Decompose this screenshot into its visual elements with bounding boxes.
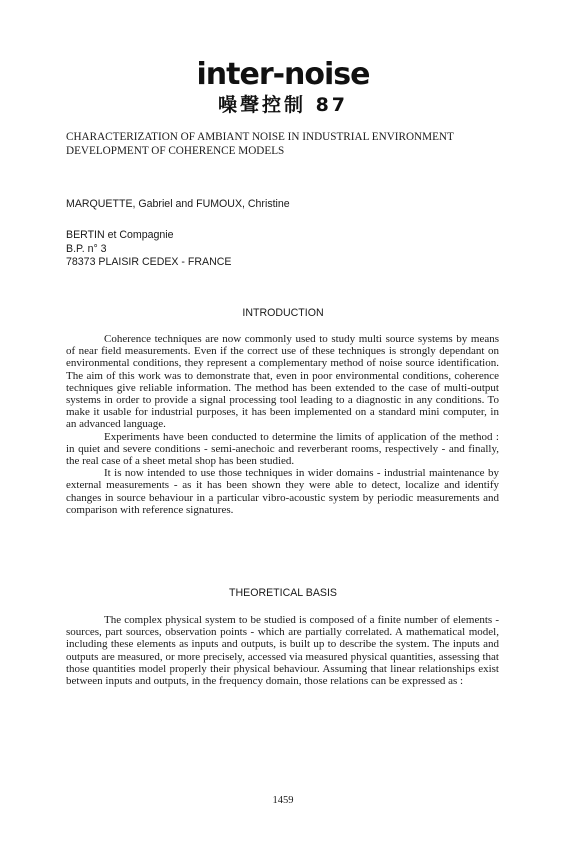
- conference-logo: [0, 57, 566, 116]
- paragraph: The complex physical system to be studied is composed of a finite number of elements - sources, part sources, observation points - which are partially correlated. A mathematical model, including these elements as inputs and outputs, is built up to describe the system. The inputs and outputs are measured, or more precisely, accessed via measured physical quantities, assessing that those quantities model properly their physical behaviour. Assuming that linear relationships exist between inputs and outputs, in the frequency domain, those relations can be expressed as :: [66, 614, 499, 688]
- section-heading-introduction: INTRODUCTION: [242, 307, 324, 319]
- logo-wordmark: inter-noise: [196, 57, 370, 92]
- paragraph: Coherence techniques are now commonly used to study multi source systems by means of near field measurements. Even if the correct use of these techniques is strongly dependant on environmental conditions, they represent a complementary method of noise source identification. The aim of this work was to demonstrate that, even in poor environmental conditions, coherence techniques give reliable information. The method has been extended to the case of multi-output systems in order to provide a signal processing tool leading to a diagnostic in any conditions. To make it usable for industrial purposes, it has been implemented on a standard mini computer, in an advanced language.: [66, 333, 499, 431]
- paper-title: [66, 130, 516, 158]
- introduction-body: [66, 333, 499, 516]
- paragraph: It is now intended to use those techniques in wider domains - industrial maintenance by external measurements - as it has been shown they were able to detect, localize and identify changes in source behaviour in a particular vibro-acoustic system by periodic measurements and comparison with reference signatures.: [66, 467, 499, 516]
- affiliation: [66, 229, 231, 270]
- theoretical-basis-body: [66, 614, 499, 687]
- affiliation-line: BERTIN et Compagnie: [66, 229, 174, 241]
- affiliation-line: 78373 PLAISIR CEDEX - FRANCE: [66, 256, 232, 269]
- paragraph: Experiments have been conducted to determine the limits of application of the method : in quiet and severe conditions - semi-anechoic and reverberant rooms, respectively - and finally, the real case of a sheet metal shop has been studied.: [66, 430, 499, 468]
- affiliation-line: B.P. n° 3: [66, 242, 107, 255]
- section-heading-theoretical-basis: THEORETICAL BASIS: [229, 587, 337, 599]
- title-line: DEVELOPMENT OF COHERENCE MODELS: [66, 145, 285, 157]
- authors: MARQUETTE, Gabriel and FUMOUX, Christine: [66, 198, 290, 210]
- title-line: CHARACTERIZATION OF AMBIANT NOISE IN INDUSTRIAL ENVIRONMENT: [66, 131, 454, 143]
- logo-subtitle: 噪聲控制 87: [217, 94, 349, 116]
- page-number: 1459: [272, 795, 294, 806]
